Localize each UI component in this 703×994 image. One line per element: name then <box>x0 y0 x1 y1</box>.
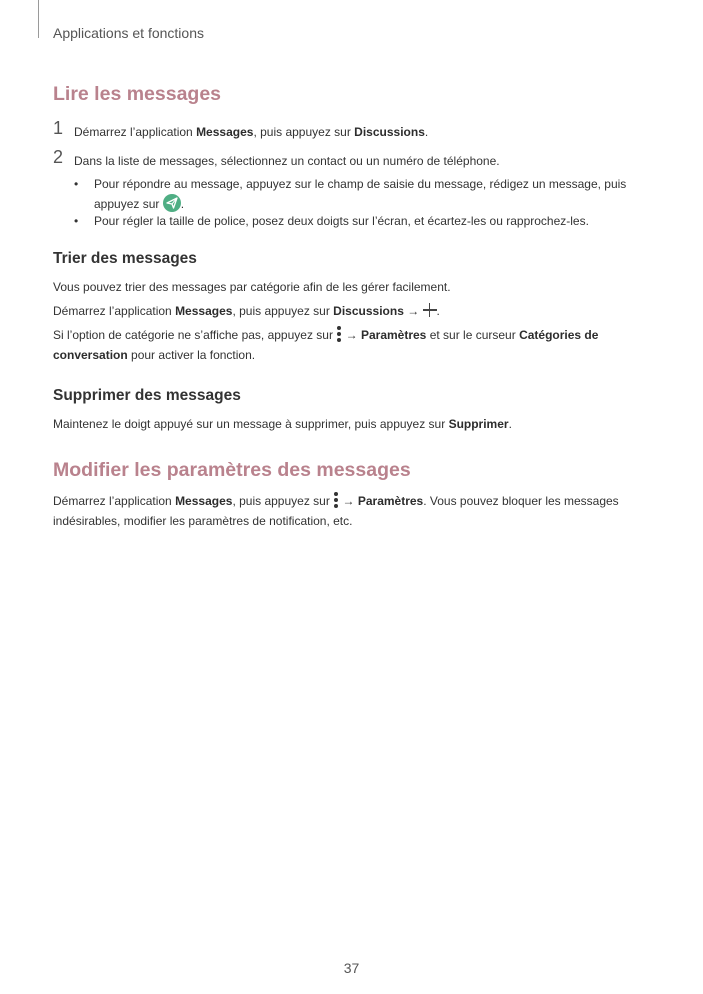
modifier-text: Démarrez l’application Messages, puis appuyez sur → Paramètres. Vous pouvez bloquer les messages indésirables, modifier les paramètres de notification, etc. <box>53 491 643 531</box>
supprimer-text: Maintenez le doigt appuyé sur un message à supprimer, puis appuyez sur Supprimer. <box>53 417 512 431</box>
step-number: 2 <box>53 147 64 167</box>
trier-line-1: Vous pouvez trier des messages par catégorie afin de les gérer facilement. <box>53 280 451 294</box>
heading-lire-les-messages: Lire les messages <box>53 83 222 105</box>
send-icon <box>163 194 181 212</box>
trier-line-2: Démarrez l’application Messages, puis appuyez sur Discussions → . <box>53 304 440 318</box>
page-number: 37 <box>343 960 360 976</box>
add-icon <box>423 303 437 317</box>
step-text: Dans la liste de messages, sélectionnez un contact ou un numéro de téléphone. <box>74 154 500 168</box>
heading-supprimer-des-messages: Supprimer des messages <box>53 387 241 404</box>
trier-line-3: Si l’option de catégorie ne s’affiche pas, appuyez sur → Paramètres et sur le curseur Catégories de conversation pour activer la fonction. <box>53 325 643 365</box>
bullet-reply: • Pour répondre au message, appuyez sur le champ de saisie du message, rédigez un message, puis appuyez sur . <box>74 177 627 211</box>
heading-trier-des-messages: Trier des messages <box>53 250 197 267</box>
section-header: Applications et fonctions <box>53 25 204 41</box>
step-text: Démarrez l’application Messages, puis appuyez sur Discussions. <box>74 125 429 139</box>
bullet-font-size: • Pour régler la taille de police, posez deux doigts sur l’écran, et écartez-les ou rapprochez-les. <box>74 214 589 228</box>
header-rule <box>38 0 39 38</box>
heading-modifier-les-parametres: Modifier les paramètres des messages <box>53 459 411 481</box>
step-number: 1 <box>53 118 64 138</box>
more-options-icon <box>333 491 339 509</box>
more-options-icon <box>336 325 342 343</box>
